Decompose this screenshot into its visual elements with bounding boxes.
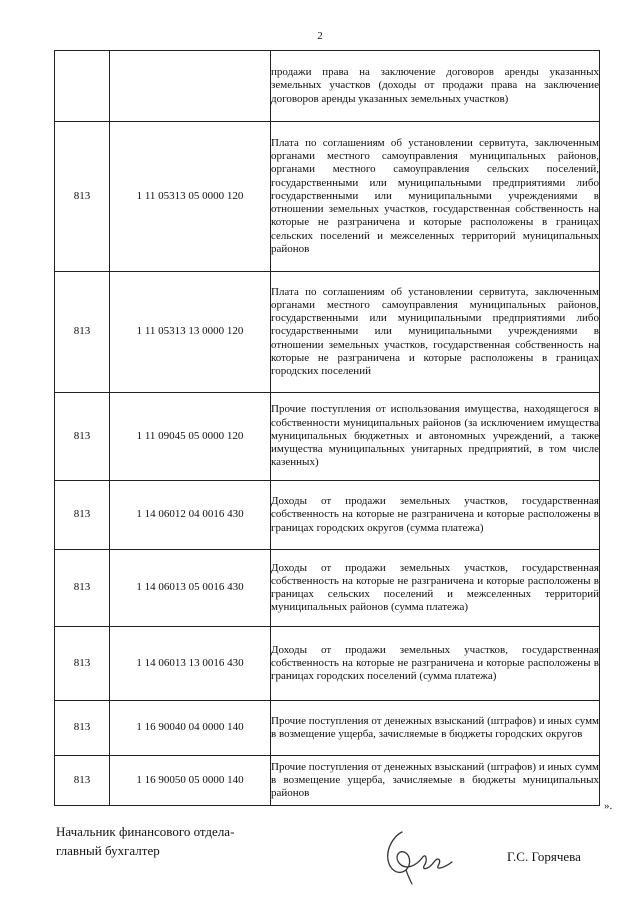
table-row	[55, 51, 600, 122]
kbk-code-cell: 1 14 06012 04 0016 430	[110, 481, 271, 550]
description-cell: Плата по соглашениям об установлении сервитута, заключенным органами местного самоуправления муниципальных районов, органами местного самоуправления сельских поселений, государственными или муниципальными предприятиями либо государственными или муниципальными учреждениями в отношении земельных участков, государственная собственность на которые не разграничена и которые расположены в границах сельских поселений и межселенных территорий муниципальных районов	[271, 122, 600, 272]
position-line-1: Начальник финансового отдела-	[56, 824, 235, 839]
page-number: 2	[317, 30, 323, 42]
description-cell: Прочие поступления от денежных взысканий (штрафов) и иных сумм в возмещение ущерба, зачисляемые в бюджеты муниципальных районов	[271, 756, 600, 806]
handwritten-signature	[372, 826, 462, 886]
admin-code-cell: 813	[55, 701, 110, 756]
table-row	[55, 627, 600, 701]
table-row	[55, 481, 600, 550]
position-line-2: главный бухгалтер	[56, 843, 160, 858]
description-cell: Доходы от продажи земельных участков, государственная собственность на которые не разграничена и которые расположены в границах городских округов (сумма платежа)	[271, 481, 600, 550]
description-cell: продажи права на заключение договоров аренды указанных земельных участков (доходы от продажи права на заключение договоров аренды указанных земельных участков)	[271, 51, 600, 122]
table-row	[55, 272, 600, 393]
description-cell: Доходы от продажи земельных участков, государственная собственность на которые не разграничена и которые расположены в границах сельских поселений и межселенных территорий муниципальных районов (сумма платежа)	[271, 550, 600, 627]
admin-code-cell	[55, 51, 110, 122]
table-row	[55, 550, 600, 627]
description-cell: Доходы от продажи земельных участков, государственная собственность на которые не разграничена и которые расположены в границах городских поселений (сумма платежа)	[271, 627, 600, 701]
kbk-code-cell: 1 11 09045 05 0000 120	[110, 393, 271, 481]
signatory-position	[56, 822, 234, 860]
kbk-code-cell: 1 14 06013 05 0016 430	[110, 550, 271, 627]
admin-code-cell: 813	[55, 122, 110, 272]
kbk-code-cell: 1 11 05313 05 0000 120	[110, 122, 271, 272]
admin-code-cell: 813	[55, 756, 110, 806]
admin-code-cell: 813	[55, 272, 110, 393]
kbk-code-cell: 1 14 06013 13 0016 430	[110, 627, 271, 701]
description-cell: Прочие поступления от использования имущества, находящегося в собственности муниципальных районов (за исключением имущества муниципальных бюджетных и автономных учреждений, а также имущества муниципальных унитарных предприятий, в том числе казенных)	[271, 393, 600, 481]
kbk-code-cell	[110, 51, 271, 122]
kbk-code-cell: 1 11 05313 13 0000 120	[110, 272, 271, 393]
closing-quote: ».	[604, 800, 613, 812]
description-cell: Плата по соглашениям об установлении сервитута, заключенным органами местного самоуправления муниципальных районов, государственными или муниципальными предприятиями либо государственными или муниципальными учреждениями в отношении земельных участков, государственная собственность на которые не разграничена и которые расположены в границах городских поселений	[271, 272, 600, 393]
admin-code-cell: 813	[55, 550, 110, 627]
kbk-code-cell: 1 16 90050 05 0000 140	[110, 756, 271, 806]
table-row	[55, 701, 600, 756]
admin-code-cell: 813	[55, 393, 110, 481]
admin-code-cell: 813	[55, 481, 110, 550]
kbk-code-cell: 1 16 90040 04 0000 140	[110, 701, 271, 756]
revenue-codes-table	[54, 50, 600, 806]
description-cell: Прочие поступления от денежных взысканий (штрафов) и иных сумм в возмещение ущерба, зачисляемые в бюджеты городских округов	[271, 701, 600, 756]
admin-code-cell: 813	[55, 627, 110, 701]
table-row	[55, 122, 600, 272]
signatory-name: Г.С. Горячева	[507, 849, 581, 864]
table-row	[55, 393, 600, 481]
table-row	[55, 756, 600, 806]
